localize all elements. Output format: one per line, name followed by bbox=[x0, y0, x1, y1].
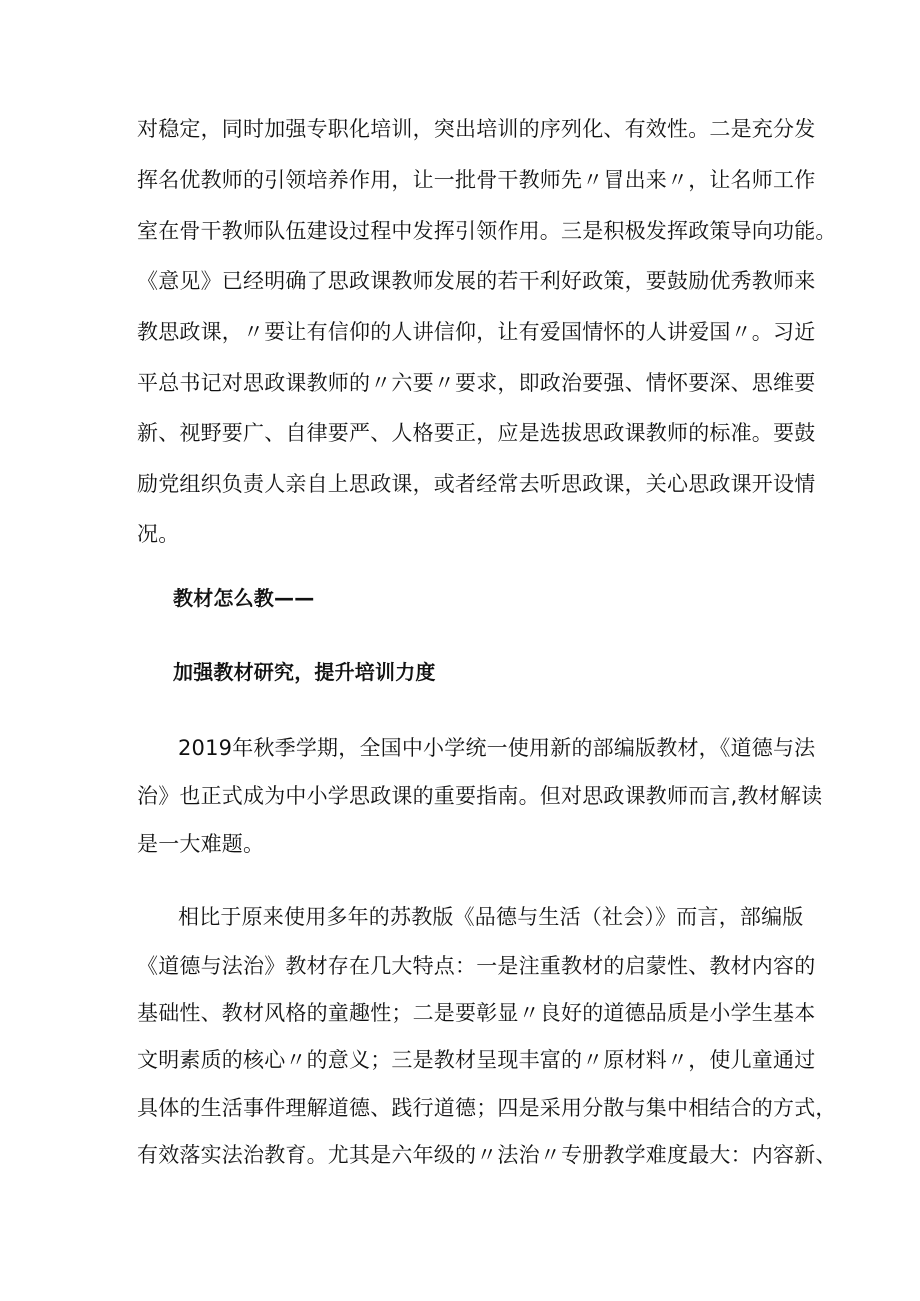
text-line: 挥名优教师的引领培养作用，让一批骨干教师先〃冒出来〃，让名师工作 bbox=[137, 168, 816, 192]
text-line: 治》也正式成为中小学思政课的重要指南。但对思政课教师而言,教材解读 bbox=[137, 784, 823, 808]
text-line: 文明素质的核心〃的意义；三是教材呈现丰富的〃原材料〃，使儿童通过 bbox=[137, 1048, 816, 1072]
text-line: 室在骨干教师队伍建设过程中发挥引领作用。三是积极发挥政策导向功能。 bbox=[137, 219, 837, 243]
section-heading: 教材怎么教—— bbox=[173, 586, 315, 610]
text-line: 《道德与法治》教材存在几大特点：一是注重教材的启蒙性、教材内容的 bbox=[137, 954, 816, 978]
text-line: 励党组织负责人亲自上思政课，或者经常去听思政课，关心思政课开设情 bbox=[137, 472, 816, 496]
text-line: 基础性、教材风格的童趣性；二是要彰显〃良好的道德品质是小学生基本 bbox=[137, 1001, 816, 1025]
section-subheading: 加强教材研究，提升培训力度 bbox=[173, 660, 436, 684]
text-line: 相比于原来使用多年的苏教版《品德与生活（社会）》而言，部编版 bbox=[178, 905, 804, 929]
text-line: 是一大难题。 bbox=[137, 832, 265, 856]
text-line: 况。 bbox=[137, 522, 180, 546]
text-line: 对稳定，同时加强专职化培训，突出培训的序列化、有效性。二是充分发 bbox=[137, 117, 816, 141]
text-line: 《意见》已经明确了思政课教师发展的若干利好政策，要鼓励优秀教师来 bbox=[137, 269, 816, 293]
text-line: 新、视野要广、自律要严、人格要正，应是选拔思政课教师的标准。要鼓 bbox=[137, 421, 816, 445]
text-line: 教思政课，〃要让有信仰的人讲信仰，让有爱国情怀的人讲爱国〃。习近 bbox=[137, 320, 816, 344]
text-line: 平总书记对思政课教师的〃六要〃要求，即政治要强、情怀要深、思维要 bbox=[137, 371, 816, 395]
text-line: 有效落实法治教育。尤其是六年级的〃法治〃专册教学难度最大：内容新、 bbox=[137, 1143, 837, 1167]
text-line: 2019年秋季学期，全国中小学统一使用新的部编版教材，《道德与法 bbox=[178, 736, 816, 760]
text-line: 具体的生活事件理解道德、践行道德；四是采用分散与集中相结合的方式， bbox=[137, 1096, 837, 1120]
